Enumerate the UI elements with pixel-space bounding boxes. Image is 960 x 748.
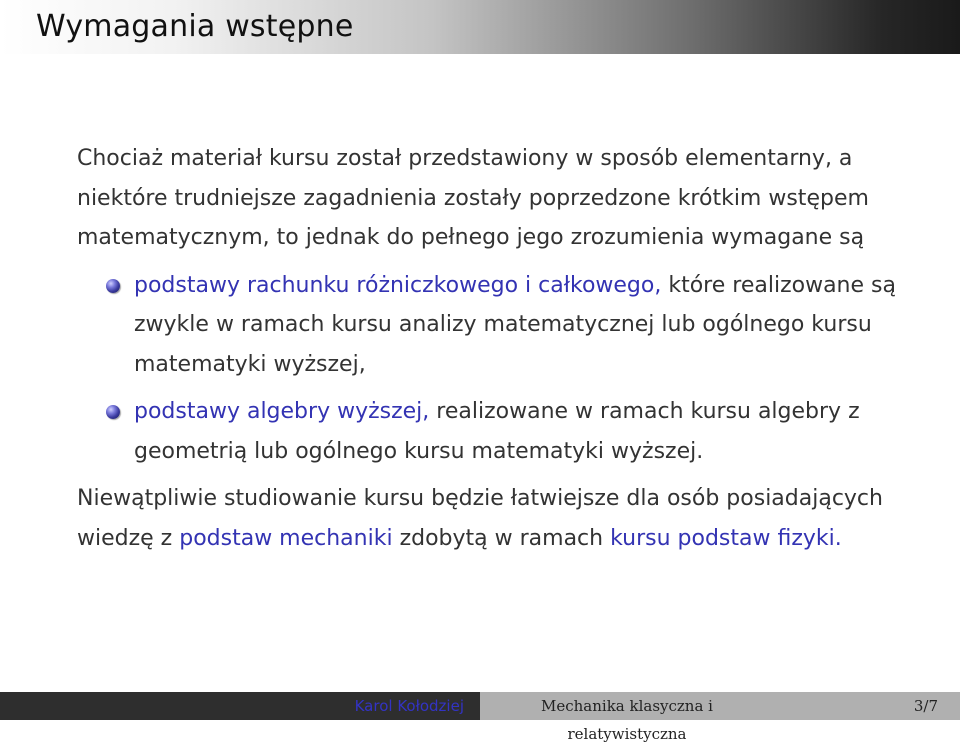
closing-text-before: Niewątpliwie studiowanie kursu będzie łatwiejsze dla osób posiadających wiedzę z — [77, 486, 883, 551]
closing-paragraph — [77, 479, 917, 558]
slide-content — [77, 139, 917, 558]
list-item — [77, 392, 917, 471]
slide-title: Wymagania wstępne — [36, 9, 354, 44]
bullet-text: realizowane w ramach kursu algebry z geometrią lub ogólnego kursu matematyki wyższej. — [134, 399, 860, 464]
closing-text-middle: zdobytą w ramach — [392, 525, 611, 551]
footer-page-number: 3/7 — [774, 692, 960, 720]
footer-bar — [0, 692, 960, 743]
bullet-highlight: podstawy rachunku różniczkowego i całkowego, — [134, 272, 662, 298]
title-bar — [0, 0, 960, 54]
list-item — [77, 266, 917, 385]
footer-presentation-title: Mechanika klasyczna i relatywistyczna — [480, 692, 774, 720]
bullet-ball-icon — [106, 405, 120, 419]
bullet-ball-icon — [106, 279, 120, 293]
bullet-text: które realizowane są zwykle w ramach kursu analizy matematycznej lub ogólnego kursu matematyki wyższej, — [134, 272, 896, 377]
footer-author: Karol Kołodziej — [0, 692, 480, 720]
bullet-highlight: podstawy algebry wyższej, — [134, 399, 430, 424]
requirements-list — [77, 266, 917, 472]
closing-highlight-physics: kursu podstaw fizyki. — [610, 525, 842, 551]
closing-highlight-mechanics: podstaw mechaniki — [179, 525, 393, 551]
intro-paragraph: Chociaż materiał kursu został przedstawiony w sposób elementarny, a niektóre trudniejsze zagadnienia zostały poprzedzone krótkim wstępem matematycznym, to jednak do pełnego jego zrozumienia wymagane są — [77, 146, 869, 250]
